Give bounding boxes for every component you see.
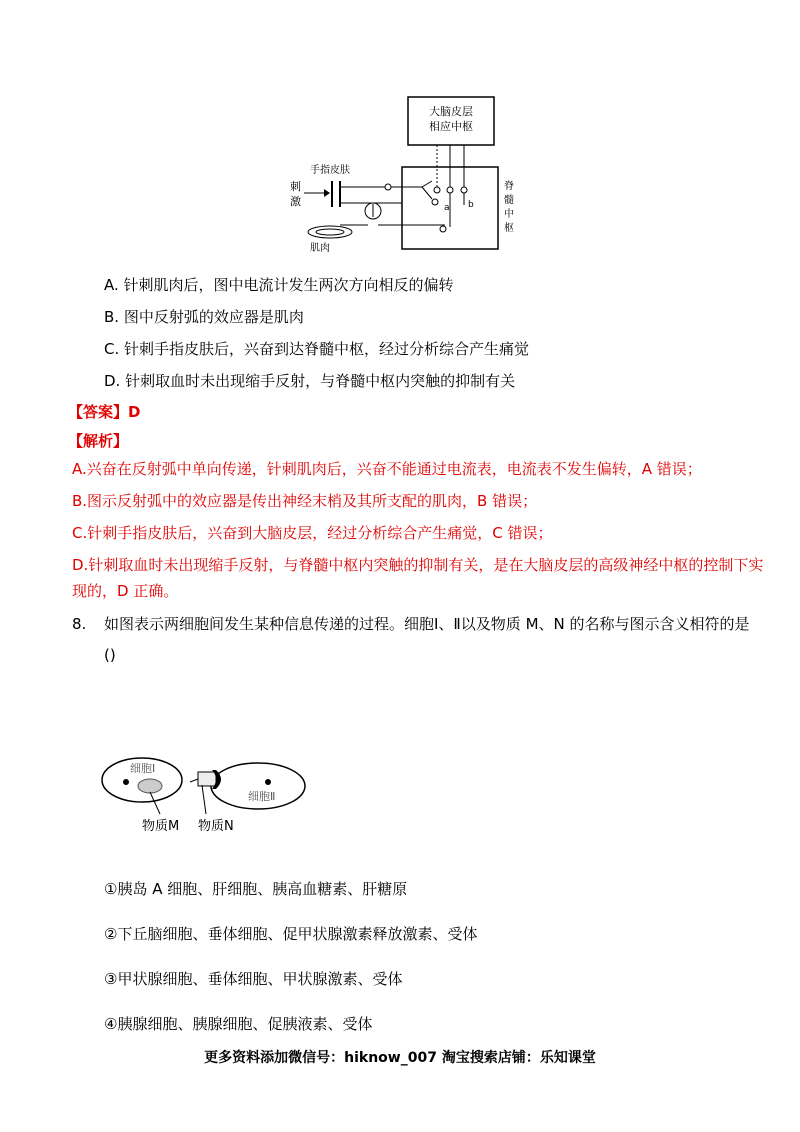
q8-option-2: ②下丘脑细胞、垂体细胞、促甲状腺激素释放激素、受体 (104, 925, 478, 943)
spinal-label-4: 枢 (504, 223, 514, 234)
q8-number: 8. (72, 615, 87, 633)
cell-1-label: 细胞Ⅰ (130, 762, 156, 775)
answer-label: 【答案】 (68, 403, 129, 421)
q7-option-c: C. 针刺手指皮肤后，兴奋到达脊髓中枢，经过分析综合产生痛觉 (104, 340, 530, 358)
spinal-label-2: 髓 (504, 195, 514, 206)
q8-paren: () (104, 646, 116, 664)
q7-option-d: D. 针刺取血时未出现缩手反射，与脊髓中枢内突触的抑制有关 (104, 372, 516, 390)
analysis-label: 【解析】 (68, 432, 129, 450)
analysis-line-c: C.针刺手指皮肤后，兴奋到大脑皮层，经过分析综合产生痛觉，C 错误； (72, 524, 553, 542)
analysis-line-d: D.针刺取血时未出现缩手反射，与脊髓中枢内突触的抑制有关，是在大脑皮层的高级神经中枢的控制下实 (72, 556, 764, 574)
analysis-line-b: B.图示反射弧中的效应器是传出神经末梢及其所支配的肌肉，B 错误； (72, 492, 538, 510)
label-b: b (468, 200, 474, 210)
label-a: a (444, 203, 450, 213)
q8-option-4: ④胰腺细胞、胰腺细胞、促胰液素、受体 (104, 1015, 373, 1033)
q8-stem: 如图表示两细胞间发生某种信息传递的过程。细胞Ⅰ、Ⅱ以及物质 M、N 的名称与图示含义相符的是 (104, 615, 750, 633)
cortex-label-1: 大脑皮层 (429, 105, 473, 118)
reflex-arc-diagram (280, 95, 520, 255)
substance-n-label: 物质N (198, 819, 234, 834)
skin-label: 手指皮肤 (310, 165, 350, 176)
muscle-label: 肌肉 (310, 243, 330, 254)
spinal-label-1: 脊 (504, 181, 514, 192)
answer-value: D (128, 403, 141, 421)
stimulus-label-2: 激 (290, 195, 301, 208)
q7-option-b: B. 图中反射弧的效应器是肌肉 (104, 308, 304, 326)
answer-line (68, 401, 140, 422)
page-footer: 更多资料添加微信号：hiknow_007 淘宝搜索店铺：乐知课堂 (204, 1050, 596, 1066)
stimulus-label-1: 刺 (290, 180, 301, 193)
analysis-line-d-cont: 现的，D 正确。 (72, 582, 179, 600)
analysis-line-a: A.兴奋在反射弧中单向传递，针刺肌肉后，兴奋不能通过电流表，电流表不发生偏转，A 错误； (72, 460, 702, 478)
cell-signaling-diagram (100, 752, 315, 837)
q7-option-a: A. 针刺肌肉后，图中电流计发生两次方向相反的偏转 (104, 276, 454, 294)
cell-2-label: 细胞Ⅱ (248, 790, 276, 803)
q8-option-1: ①胰岛 A 细胞、肝细胞、胰高血糖素、肝糖原 (104, 880, 408, 898)
cortex-label-2: 相应中枢 (429, 120, 473, 133)
q8-option-3: ③甲状腺细胞、垂体细胞、甲状腺激素、受体 (104, 970, 403, 988)
spinal-label-3: 中 (504, 209, 514, 220)
substance-m-label: 物质M (142, 819, 180, 834)
